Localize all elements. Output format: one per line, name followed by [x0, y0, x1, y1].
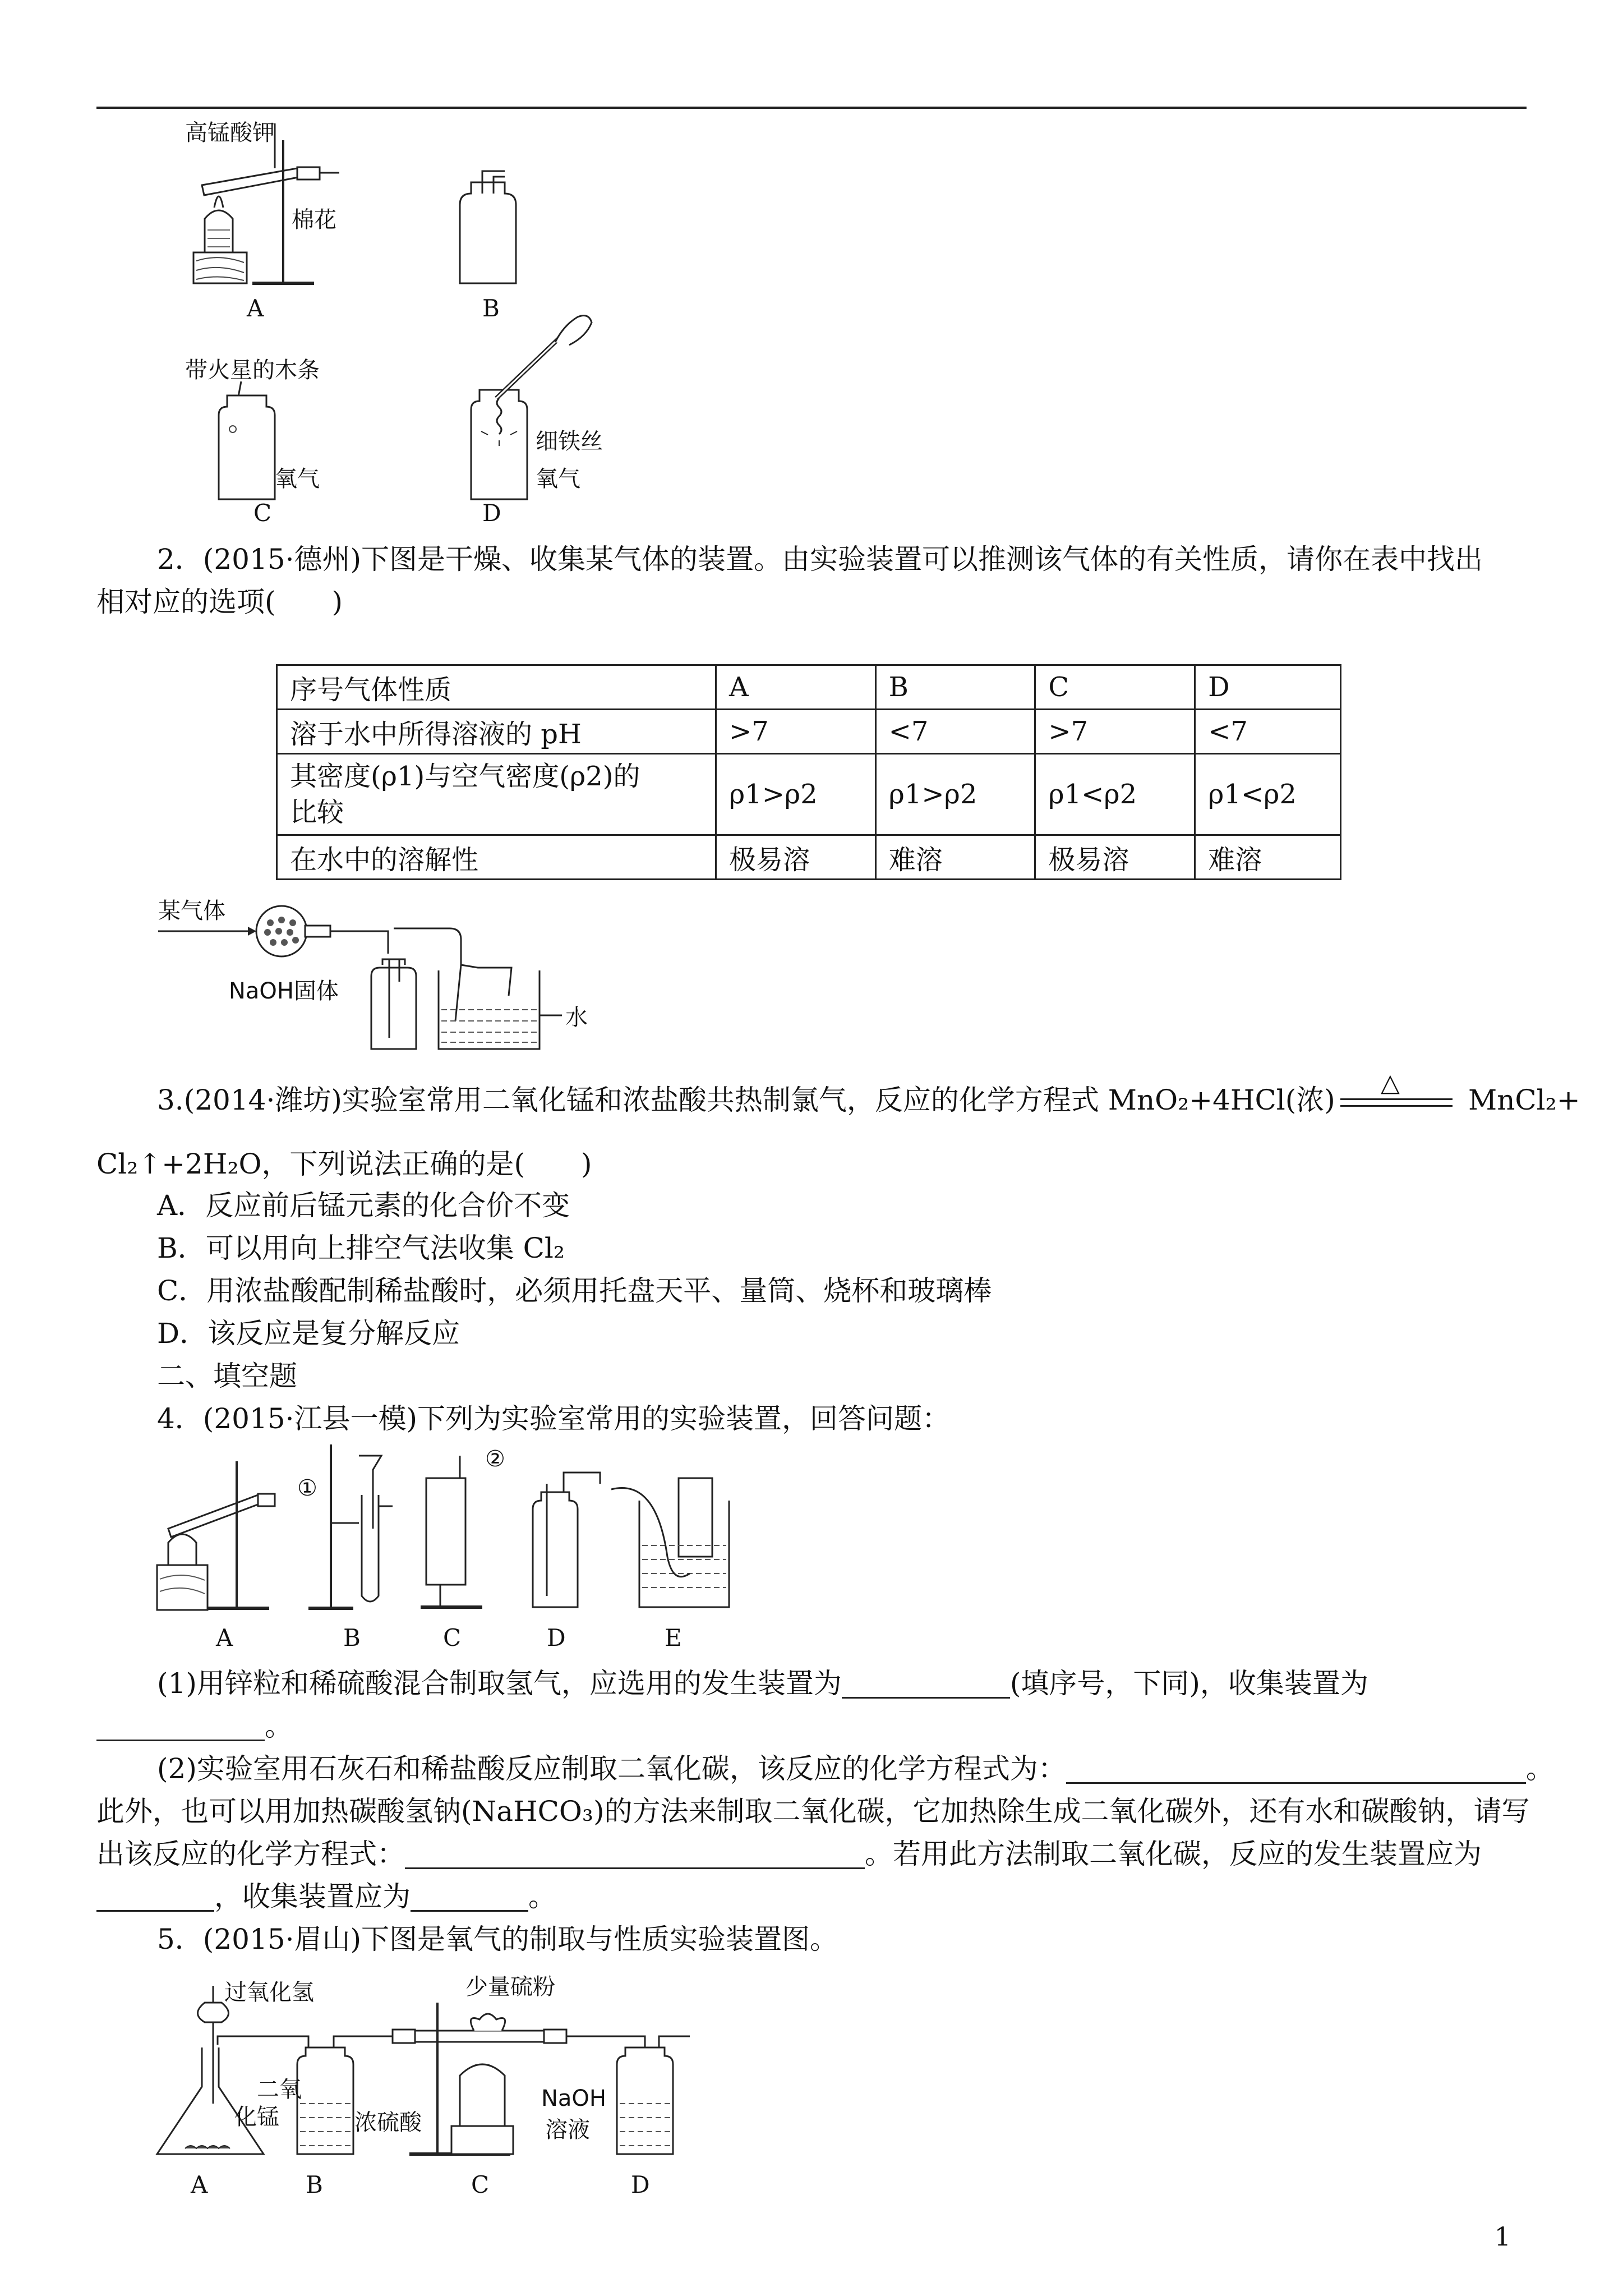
q4-p2	[157, 1747, 1554, 1791]
caption-c: C	[253, 499, 272, 527]
table-cell: 难溶	[1195, 835, 1341, 880]
answer-blank-6[interactable]	[411, 1882, 528, 1912]
q3-option-a: A．反应前后锰元素的化合价不变	[157, 1189, 570, 1222]
label-oxygen-c: 氧气	[275, 466, 320, 492]
table-cell: ρ1>ρ2	[716, 754, 875, 835]
answer-blank-3[interactable]	[1066, 1754, 1526, 1784]
table-cell	[277, 754, 716, 835]
answer-blank-5[interactable]	[96, 1882, 214, 1912]
q4-p4-pre: 出该反应的化学方程式：	[96, 1838, 405, 1870]
q4-p4-post: 。若用此方法制取二氧化碳，反应的发生装置应为	[865, 1838, 1482, 1870]
density-label-line1: 其密度(ρ1)与空气密度(ρ2)的	[290, 761, 640, 792]
q5-caption-d: D	[631, 2171, 650, 2198]
table-row	[277, 665, 1341, 710]
table-cell: 序号气体性质	[277, 665, 716, 710]
q3-option-c: C．用浓盐酸配制稀盐酸时，必须用托盘天平、量筒、烧杯和玻璃棒	[157, 1274, 992, 1307]
q4-caption-b: B	[343, 1624, 361, 1651]
q4-p5-mid: ，收集装置应为	[214, 1880, 411, 1913]
section-heading: 二、填空题	[157, 1360, 297, 1392]
q5-caption-c: C	[471, 2171, 490, 2198]
q5-apparatus-figure	[151, 1980, 712, 2165]
label-splint: 带火星的木条	[185, 357, 320, 383]
label-water: 水	[565, 1005, 588, 1030]
q5-title: 5．(2015·眉山)下图是氧气的制取与性质实验装置图。	[157, 1923, 838, 1955]
q3-line1-post: MnCl₂+	[1468, 1084, 1580, 1116]
table-cell: >7	[1035, 710, 1195, 754]
q4-p2-end: 。	[1525, 1752, 1554, 1785]
caption-b: B	[482, 295, 500, 322]
q5-caption-b: B	[306, 2171, 323, 2198]
caption-d: D	[482, 499, 501, 527]
equation-bar-bottom	[1340, 1105, 1453, 1107]
q2-table	[276, 664, 1341, 880]
q3-option-b: B．可以用向上排空气法收集 Cl₂	[157, 1232, 565, 1264]
label-cotton: 棉花	[292, 207, 336, 233]
q4-p1	[157, 1662, 1368, 1705]
label-sulfur: 少量硫粉	[465, 1974, 555, 2000]
q4-p2-pre: (2)实验室用石灰石和稀盐酸反应制取二氧化碳，该反应的化学方程式为：	[157, 1752, 1066, 1785]
table-cell: C	[1035, 665, 1195, 710]
q4-p1-pre: (1)用锌粒和稀硫酸混合制取氢气，应选用的发生装置为	[157, 1667, 842, 1700]
label-h2so4: 浓硫酸	[354, 2110, 422, 2136]
table-row	[277, 710, 1341, 754]
caption-a: A	[247, 295, 264, 322]
q5-caption-a: A	[191, 2171, 208, 2198]
q4-p3: 此外，也可以用加热碳酸氢钠(NaHCO₃)的方法来制取二氧化碳，它加热除生成二氧化碳外，还有水和碳酸钠，请写	[96, 1795, 1530, 1828]
apparatus-b-figure	[449, 171, 538, 289]
q4-p1-post: (填序号，下同)，收集装置为	[1009, 1667, 1368, 1700]
q4-p5	[96, 1875, 556, 1918]
label-naoh-line2: 溶液	[545, 2117, 590, 2143]
table-cell: 极易溶	[1035, 835, 1195, 880]
q4-caption-c: C	[443, 1624, 462, 1651]
q4-title: 4．(2015·江县一模)下列为实验室常用的实验装置，回答问题：	[157, 1402, 950, 1435]
table-cell: 溶于水中所得溶液的 pH	[277, 710, 716, 754]
answer-blank-2[interactable]	[96, 1711, 265, 1741]
q4-p4	[96, 1832, 1482, 1876]
q4-caption-d: D	[547, 1624, 566, 1651]
table-cell: 极易溶	[716, 835, 875, 880]
label-h2o2: 过氧化氢	[224, 1980, 314, 2005]
table-cell: <7	[1195, 710, 1341, 754]
table-cell: ρ1>ρ2	[875, 754, 1035, 835]
table-cell: ρ1<ρ2	[1195, 754, 1341, 835]
label-naoh-line1: NaOH	[541, 2086, 606, 2111]
label-naoh-solid: NaOH固体	[229, 978, 339, 1004]
answer-blank-4[interactable]	[405, 1839, 865, 1869]
table-cell: 难溶	[875, 835, 1035, 880]
table-cell: D	[1195, 665, 1341, 710]
table-cell: >7	[716, 710, 875, 754]
circle-marker-1: ①	[297, 1475, 317, 1501]
label-mno2-line2: 化锰	[234, 2104, 279, 2130]
q3-line2: Cl₂↑+2H₂O，下列说法正确的是( )	[96, 1148, 592, 1180]
table-cell: ρ1<ρ2	[1035, 754, 1195, 835]
q3-line1-pre: 3.(2014·潍坊)实验室常用二氧化锰和浓盐酸共热制氯气，反应的化学方程式 MnO₂+4HCl(浓)	[157, 1084, 1335, 1116]
q2-apparatus-figure	[158, 898, 584, 1055]
circle-marker-2: ②	[485, 1446, 505, 1472]
q4-caption-a: A	[216, 1624, 233, 1651]
page-number: 1	[1494, 2221, 1511, 2252]
answer-blank-1[interactable]	[842, 1669, 1010, 1699]
q2-line1: 2．(2015·德州)下图是干燥、收集某气体的装置。由实验装置可以推测该气体的有关性质，请你在表中找出	[157, 543, 1483, 576]
table-cell: B	[875, 665, 1035, 710]
q4-p1-end: 。	[265, 1710, 293, 1742]
apparatus-a-figure	[185, 123, 376, 292]
label-mno2-line1: 二氧	[257, 2077, 302, 2102]
q2-line2: 相对应的选项( )	[96, 586, 343, 618]
q4-p5-end: 。	[528, 1880, 556, 1913]
label-oxygen-d: 氧气	[536, 466, 580, 492]
table-cell: A	[716, 665, 875, 710]
label-wire: 细铁丝	[536, 429, 603, 454]
q4-p1-line2	[96, 1704, 293, 1748]
label-kmno4: 高锰酸钾	[185, 120, 275, 146]
table-cell: <7	[875, 710, 1035, 754]
delta-sign: △	[1381, 1069, 1400, 1097]
table-row	[277, 835, 1341, 880]
table-cell: 在水中的溶解性	[277, 835, 716, 880]
table-row	[277, 754, 1341, 835]
q4-caption-e: E	[665, 1624, 682, 1651]
header-rule	[96, 107, 1527, 109]
q3-option-d: D．该反应是复分解反应	[157, 1317, 460, 1350]
label-gas: 某气体	[158, 898, 225, 924]
density-label-line2: 比较	[290, 797, 344, 828]
equation-bar-top	[1340, 1098, 1453, 1100]
